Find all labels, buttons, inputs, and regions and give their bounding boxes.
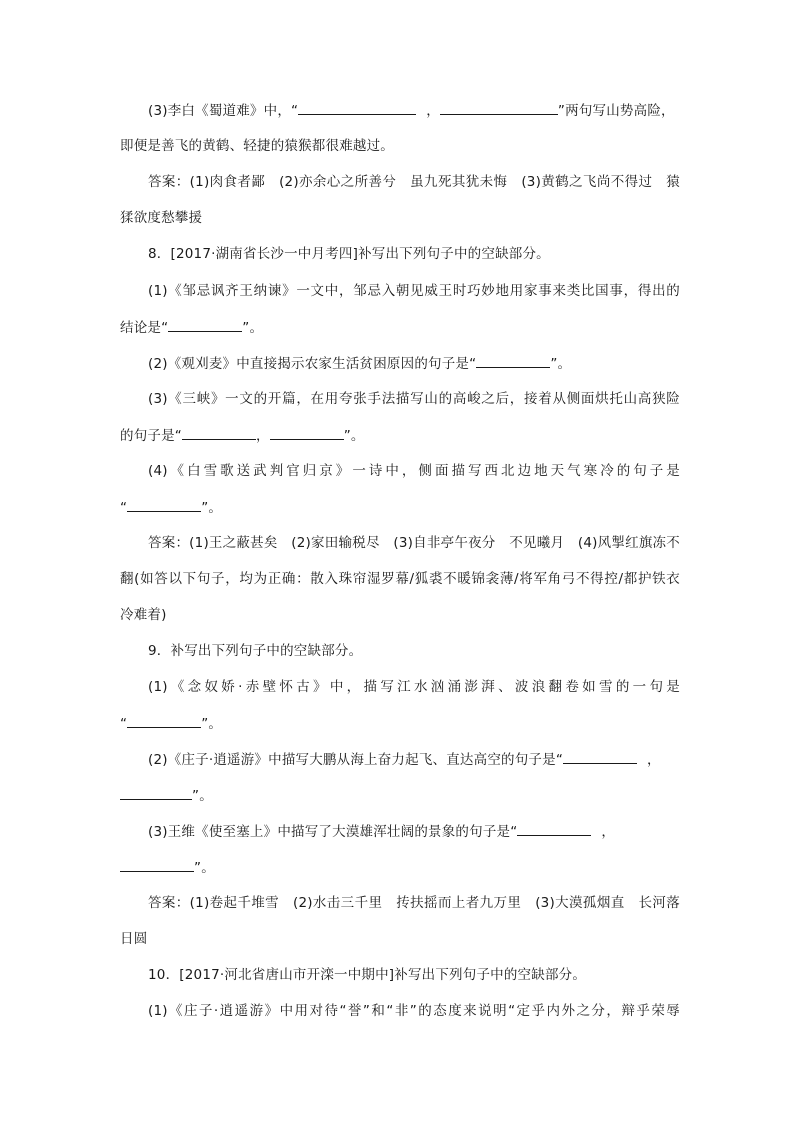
- q9-item1-line2: “ ”。: [120, 713, 680, 734]
- answer-blank[interactable]: [476, 353, 550, 368]
- q8-item4-line2: “ ”。: [120, 497, 680, 518]
- q8-heading: 8．[2017·湖南省长沙一中月考四]补写出下列句子中的空缺部分。: [148, 246, 550, 262]
- q9-item1-line1: (1)《念奴娇·赤壁怀古》中，描写江水汹涌澎湃、波浪翻卷如雪的一句是: [148, 679, 680, 695]
- q8-item3-line2: 的句子是“ ， ”。: [120, 425, 680, 446]
- q7-item3-text-b: ，: [426, 103, 440, 119]
- answer-blank[interactable]: [127, 497, 201, 512]
- answer-blank[interactable]: [127, 713, 201, 728]
- answer7-line1: 答案：(1)肉食者鄙 (2)亦余心之所善兮 虽九死其犹未悔 (3)黄鹤之飞尚不得过 猿: [148, 174, 680, 190]
- q8-item3-line1: (3)《三峡》一文的开篇，在用夸张手法描写山的高峻之后，接着从侧面烘托山高狭险: [148, 391, 680, 407]
- q10-item1-line1: (1)《庄子·逍遥游》中用对待“誉”和“非”的态度来说明“定乎内外之分，辩乎荣辱: [148, 1003, 680, 1019]
- q7-item3-text-c: ”两句写山势高险，: [557, 103, 675, 119]
- answer-blank[interactable]: [517, 821, 591, 836]
- q8-item1-line2: 结论是“ ”。: [120, 317, 680, 338]
- q8-item1-line1: (1)《邹忌讽齐王纳谏》一文中，邹忌入朝见威王时巧妙地用家事来类比国事，得出的: [148, 283, 680, 299]
- answer9-line2: 日圆: [120, 931, 148, 947]
- answer-blank[interactable]: [563, 749, 637, 764]
- q8-item4-line1: (4)《白雪歌送武判官归京》一诗中，侧面描写西北边地天气寒冷的句子是: [148, 463, 680, 479]
- answer-blank[interactable]: [270, 425, 344, 440]
- answer9-line1: 答案：(1)卷起千堆雪 (2)水击三千里 抟扶摇而上者九万里 (3)大漠孤烟直 长河落: [148, 895, 680, 911]
- q9-item2-line2: ”。: [120, 785, 680, 806]
- q9-item3-line1: (3)王维《使至塞上》中描写了大漠雄浑壮阔的景象的句子是“ ，: [148, 821, 680, 842]
- q7-item3-line1: [148, 100, 680, 121]
- q9-heading: 9．补写出下列句子中的空缺部分。: [148, 643, 363, 659]
- q8-item2: (2)《观刈麦》中直接揭示农家生活贫困原因的句子是“ ”。: [148, 353, 680, 374]
- answer-blank[interactable]: [120, 857, 194, 872]
- answer8-line3: 冷难着): [120, 607, 167, 623]
- q7-item3-line2: 即便是善飞的黄鹤、轻捷的猿猴都很难越过。: [120, 138, 394, 154]
- answer8-line2: 翻(如答以下句子，均为正确：散入珠帘湿罗幕/狐裘不暖锦衾薄/将军角弓不得控/都护铁衣: [120, 571, 680, 587]
- answer8-line1: 答案：(1)王之蔽甚矣 (2)家田输税尽 (3)自非亭午夜分 不见曦月 (4)风掣红旗冻不: [148, 535, 680, 551]
- q10-heading: 10．[2017·河北省唐山市开滦一中期中]补写出下列句子中的空缺部分。: [148, 967, 587, 983]
- answer-blank[interactable]: [182, 425, 256, 440]
- answer-blank[interactable]: [168, 317, 242, 332]
- answer-blank[interactable]: [298, 100, 416, 115]
- q9-item2-line1: (2)《庄子·逍遥游》中描写大鹏从海上奋力起飞、直达高空的句子是“ ，: [148, 749, 680, 770]
- answer-blank[interactable]: [120, 785, 192, 800]
- answer7-line2: 猱欲度愁攀援: [120, 210, 203, 226]
- q7-item3-text-a: (3)李白《蜀道难》中，“: [148, 103, 299, 119]
- answer-blank[interactable]: [440, 100, 558, 115]
- q9-item3-line2: ”。: [120, 857, 680, 878]
